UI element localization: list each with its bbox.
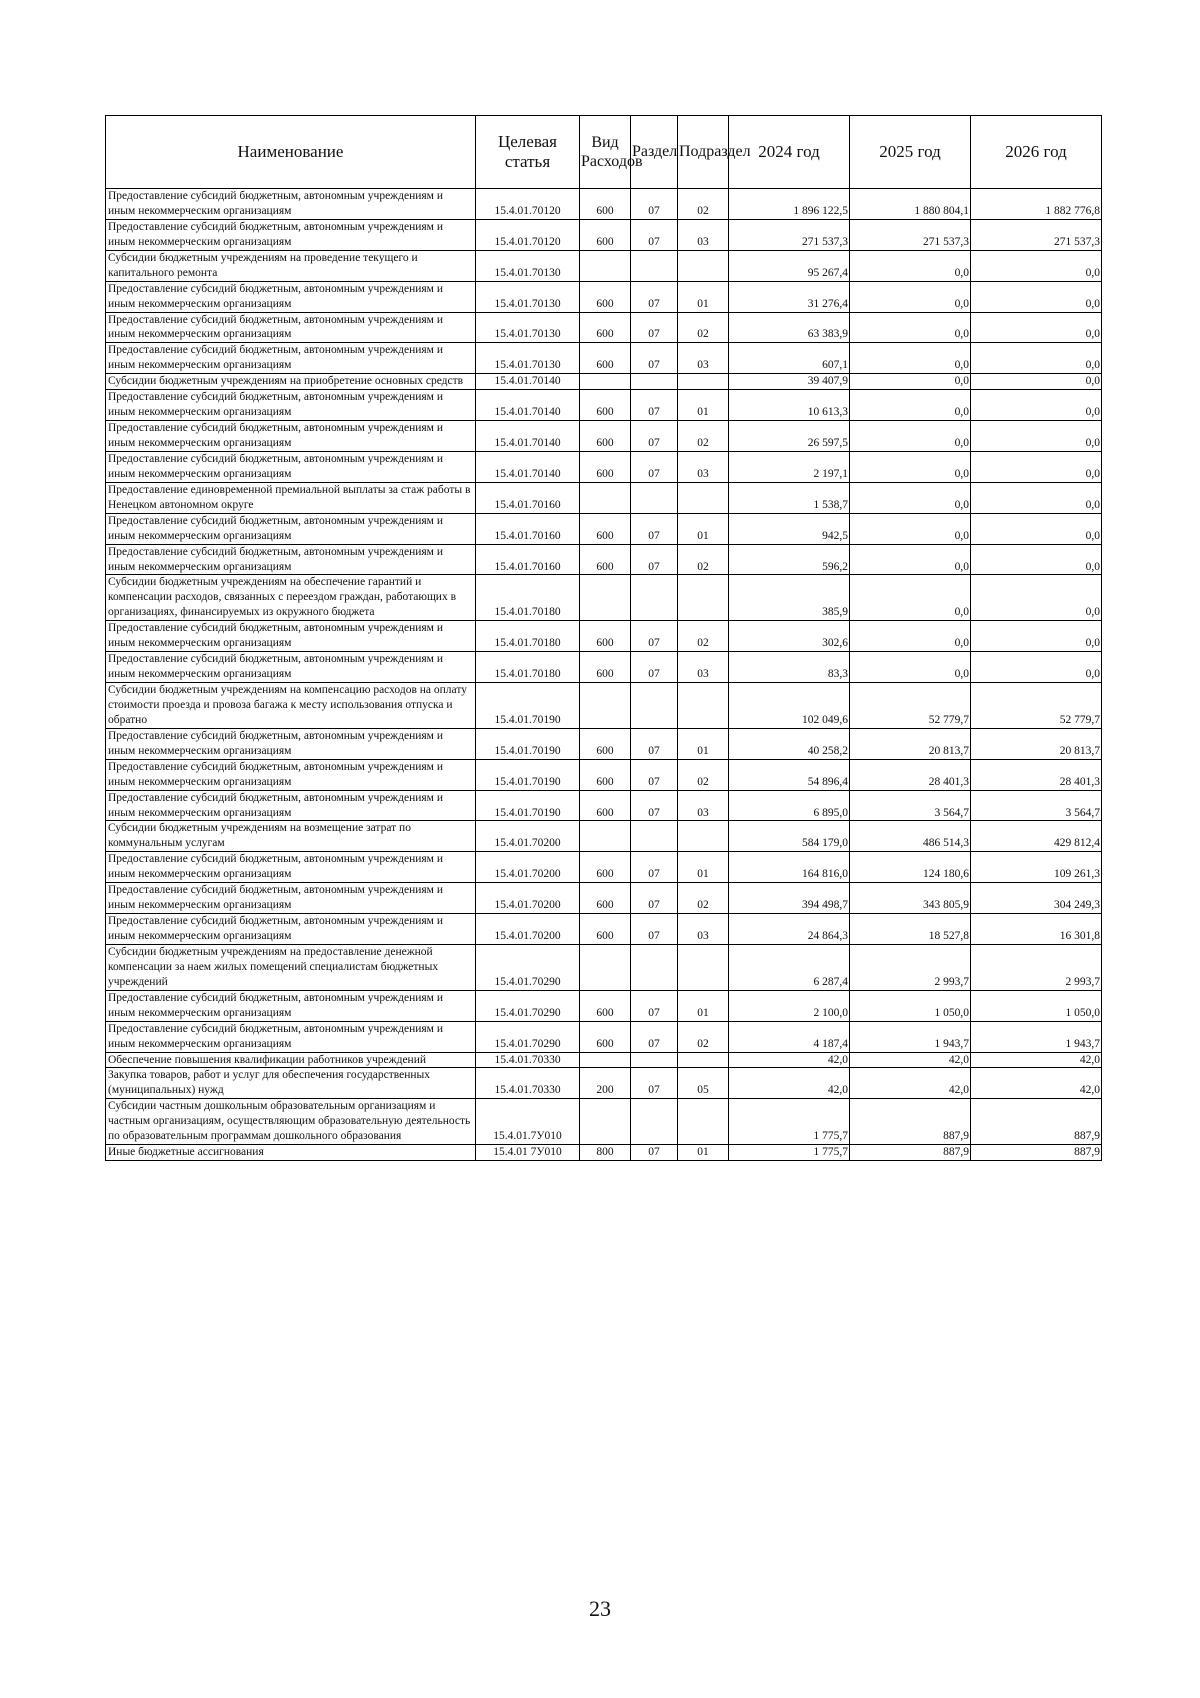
cell-expense-type: 600 (580, 728, 631, 759)
cell-name: Субсидии бюджетным учреждениям на предоставление денежной компенсации за наем жилых помещений специалистам бюджетных учреждений (106, 944, 476, 990)
cell-section: 07 (631, 790, 678, 821)
header-section: Раздел (631, 116, 678, 189)
cell-expense-type: 600 (580, 513, 631, 544)
cell-name: Предоставление субсидий бюджетным, автономным учреждениям и иным некоммерческим организациям (106, 312, 476, 343)
cell-2025: 0,0 (850, 343, 971, 374)
cell-2026: 16 301,8 (971, 914, 1102, 945)
cell-subsection: 03 (678, 343, 729, 374)
cell-expense-type (580, 1052, 631, 1068)
cell-name: Предоставление субсидий бюджетным, автономным учреждениям и иным некоммерческим организациям (106, 544, 476, 575)
cell-2025: 271 537,3 (850, 219, 971, 250)
budget-table (105, 115, 1102, 1161)
table-row (106, 914, 1102, 945)
table-row (106, 790, 1102, 821)
cell-2025: 0,0 (850, 652, 971, 683)
cell-2025: 18 527,8 (850, 914, 971, 945)
cell-expense-type: 600 (580, 852, 631, 883)
cell-expense-type (580, 250, 631, 281)
cell-subsection (678, 1099, 729, 1145)
cell-2026: 52 779,7 (971, 683, 1102, 729)
cell-article: 15.4.01.70180 (476, 621, 580, 652)
cell-article: 15.4.01.70140 (476, 390, 580, 421)
table-row (106, 1068, 1102, 1099)
cell-subsection: 03 (678, 790, 729, 821)
cell-2024: 83,3 (729, 652, 850, 683)
cell-section: 07 (631, 883, 678, 914)
cell-subsection: 01 (678, 728, 729, 759)
cell-subsection: 02 (678, 544, 729, 575)
cell-section: 07 (631, 281, 678, 312)
table-row (106, 821, 1102, 852)
cell-2024: 40 258,2 (729, 728, 850, 759)
cell-2025: 0,0 (850, 250, 971, 281)
cell-section: 07 (631, 728, 678, 759)
cell-2025: 1 050,0 (850, 990, 971, 1021)
table-row (106, 451, 1102, 482)
cell-name: Предоставление субсидий бюджетным, автономным учреждениям и иным некоммерческим организациям (106, 1021, 476, 1052)
cell-2024: 584 179,0 (729, 821, 850, 852)
cell-2026: 429 812,4 (971, 821, 1102, 852)
cell-expense-type: 600 (580, 189, 631, 220)
table-row (106, 219, 1102, 250)
cell-article: 15.4.01.70190 (476, 683, 580, 729)
table-row (106, 421, 1102, 452)
cell-article: 15.4.01.70180 (476, 652, 580, 683)
cell-expense-type (580, 821, 631, 852)
table-row (106, 728, 1102, 759)
cell-article: 15.4.01.70200 (476, 852, 580, 883)
cell-2024: 596,2 (729, 544, 850, 575)
cell-2026: 0,0 (971, 544, 1102, 575)
cell-article: 15.4.01.70140 (476, 451, 580, 482)
cell-section: 07 (631, 1068, 678, 1099)
cell-2024: 394 498,7 (729, 883, 850, 914)
cell-article: 15.4.01.70190 (476, 790, 580, 821)
cell-expense-type: 600 (580, 219, 631, 250)
cell-subsection (678, 1052, 729, 1068)
cell-name: Предоставление субсидий бюджетным, автономным учреждениям и иным некоммерческим организациям (106, 421, 476, 452)
cell-subsection: 02 (678, 621, 729, 652)
table-body (106, 189, 1102, 1161)
cell-2026: 0,0 (971, 575, 1102, 621)
cell-2024: 4 187,4 (729, 1021, 850, 1052)
cell-2026: 0,0 (971, 652, 1102, 683)
cell-section: 07 (631, 852, 678, 883)
cell-2025: 20 813,7 (850, 728, 971, 759)
cell-name: Предоставление субсидий бюджетным, автономным учреждениям и иным некоммерческим организациям (106, 652, 476, 683)
cell-2026: 0,0 (971, 621, 1102, 652)
cell-article: 15.4.01.70160 (476, 513, 580, 544)
cell-2026: 304 249,3 (971, 883, 1102, 914)
cell-expense-type: 200 (580, 1068, 631, 1099)
cell-section: 07 (631, 914, 678, 945)
table-row (106, 1052, 1102, 1068)
table-row (106, 189, 1102, 220)
cell-expense-type: 800 (580, 1145, 631, 1161)
cell-article: 15.4.01.70290 (476, 990, 580, 1021)
cell-2024: 2 100,0 (729, 990, 850, 1021)
cell-name: Субсидии частным дошкольным образовательным организациям и частным организациям, осуществляющим образовательную деятельность по образовательным программам дошкольного образования (106, 1099, 476, 1145)
cell-2026: 271 537,3 (971, 219, 1102, 250)
cell-2024: 385,9 (729, 575, 850, 621)
cell-name: Предоставление субсидий бюджетным, автономным учреждениям и иным некоммерческим организациям (106, 513, 476, 544)
cell-2024: 271 537,3 (729, 219, 850, 250)
cell-name: Закупка товаров, работ и услуг для обеспечения государственных (муниципальных) нужд (106, 1068, 476, 1099)
cell-article: 15.4.01.70130 (476, 250, 580, 281)
cell-subsection: 03 (678, 219, 729, 250)
cell-name: Предоставление субсидий бюджетным, автономным учреждениям и иным некоммерческим организациям (106, 390, 476, 421)
cell-2025: 124 180,6 (850, 852, 971, 883)
cell-article: 15.4.01.70180 (476, 575, 580, 621)
table-row (106, 683, 1102, 729)
header-2026: 2026 год (971, 116, 1102, 189)
cell-article: 15.4.01.7У010 (476, 1099, 580, 1145)
cell-subsection: 01 (678, 281, 729, 312)
cell-2024: 95 267,4 (729, 250, 850, 281)
cell-section (631, 821, 678, 852)
cell-2024: 39 407,9 (729, 374, 850, 390)
cell-subsection (678, 575, 729, 621)
table-row (106, 281, 1102, 312)
cell-section: 07 (631, 621, 678, 652)
cell-subsection (678, 482, 729, 513)
cell-name: Предоставление субсидий бюджетным, автономным учреждениям и иным некоммерческим организациям (106, 621, 476, 652)
table-row (106, 759, 1102, 790)
table-row (106, 390, 1102, 421)
cell-section (631, 1099, 678, 1145)
cell-expense-type: 600 (580, 312, 631, 343)
cell-2026: 0,0 (971, 374, 1102, 390)
cell-expense-type (580, 374, 631, 390)
cell-section: 07 (631, 421, 678, 452)
cell-section: 07 (631, 390, 678, 421)
table-row (106, 1099, 1102, 1145)
cell-2026: 0,0 (971, 343, 1102, 374)
cell-name: Субсидии бюджетным учреждениям на приобретение основных средств (106, 374, 476, 390)
cell-name: Субсидии бюджетным учреждениям на возмещение затрат по коммунальным услугам (106, 821, 476, 852)
cell-subsection: 01 (678, 990, 729, 1021)
cell-2025: 0,0 (850, 281, 971, 312)
cell-expense-type: 600 (580, 1021, 631, 1052)
cell-subsection: 01 (678, 1145, 729, 1161)
cell-expense-type: 600 (580, 281, 631, 312)
cell-subsection: 02 (678, 312, 729, 343)
cell-name: Предоставление субсидий бюджетным, автономным учреждениям и иным некоммерческим организациям (106, 852, 476, 883)
cell-2024: 31 276,4 (729, 281, 850, 312)
cell-subsection: 03 (678, 652, 729, 683)
cell-2024: 26 597,5 (729, 421, 850, 452)
cell-section (631, 575, 678, 621)
cell-2026: 1 050,0 (971, 990, 1102, 1021)
cell-2025: 42,0 (850, 1052, 971, 1068)
cell-2026: 3 564,7 (971, 790, 1102, 821)
cell-article: 15.4.01.70290 (476, 1021, 580, 1052)
cell-2025: 1 880 804,1 (850, 189, 971, 220)
cell-2025: 486 514,3 (850, 821, 971, 852)
table-row (106, 990, 1102, 1021)
cell-subsection: 02 (678, 189, 729, 220)
cell-expense-type: 600 (580, 390, 631, 421)
header-2024: 2024 год (729, 116, 850, 189)
cell-subsection: 02 (678, 759, 729, 790)
cell-2026: 0,0 (971, 390, 1102, 421)
cell-expense-type: 600 (580, 883, 631, 914)
cell-2025: 0,0 (850, 374, 971, 390)
table-row (106, 312, 1102, 343)
cell-subsection: 02 (678, 883, 729, 914)
cell-2026: 1 882 776,8 (971, 189, 1102, 220)
cell-2025: 0,0 (850, 421, 971, 452)
cell-section (631, 683, 678, 729)
table-row (106, 1145, 1102, 1161)
table-row (106, 513, 1102, 544)
cell-2026: 0,0 (971, 482, 1102, 513)
table-row (106, 944, 1102, 990)
cell-name: Предоставление субсидий бюджетным, автономным учреждениям и иным некоммерческим организациям (106, 219, 476, 250)
cell-subsection: 01 (678, 513, 729, 544)
cell-section: 07 (631, 990, 678, 1021)
cell-2024: 2 197,1 (729, 451, 850, 482)
cell-expense-type: 600 (580, 990, 631, 1021)
cell-2026: 109 261,3 (971, 852, 1102, 883)
cell-name: Предоставление субсидий бюджетным, автономным учреждениям и иным некоммерческим организациям (106, 883, 476, 914)
cell-subsection (678, 250, 729, 281)
cell-2025: 343 805,9 (850, 883, 971, 914)
cell-2024: 102 049,6 (729, 683, 850, 729)
cell-2026: 0,0 (971, 312, 1102, 343)
cell-2026: 0,0 (971, 421, 1102, 452)
cell-subsection (678, 944, 729, 990)
cell-2026: 28 401,3 (971, 759, 1102, 790)
cell-name: Предоставление субсидий бюджетным, автономным учреждениям и иным некоммерческим организациям (106, 759, 476, 790)
cell-2025: 0,0 (850, 621, 971, 652)
cell-name: Предоставление субсидий бюджетным, автономным учреждениям и иным некоммерческим организациям (106, 189, 476, 220)
cell-expense-type: 600 (580, 621, 631, 652)
cell-expense-type: 600 (580, 790, 631, 821)
cell-section: 07 (631, 759, 678, 790)
cell-expense-type (580, 944, 631, 990)
cell-section: 07 (631, 343, 678, 374)
cell-article: 15.4.01 7У010 (476, 1145, 580, 1161)
cell-article: 15.4.01.70290 (476, 944, 580, 990)
cell-name: Предоставление субсидий бюджетным, автономным учреждениям и иным некоммерческим организациям (106, 343, 476, 374)
cell-2025: 0,0 (850, 451, 971, 482)
cell-article: 15.4.01.70200 (476, 914, 580, 945)
table-row (106, 652, 1102, 683)
cell-section: 07 (631, 312, 678, 343)
cell-2026: 2 993,7 (971, 944, 1102, 990)
cell-subsection: 01 (678, 390, 729, 421)
cell-name: Предоставление субсидий бюджетным, автономным учреждениям и иным некоммерческим организациям (106, 451, 476, 482)
cell-2025: 28 401,3 (850, 759, 971, 790)
cell-expense-type: 600 (580, 343, 631, 374)
page-number: 23 (589, 1596, 611, 1621)
cell-name: Предоставление единовременной премиальной выплаты за стаж работы в Ненецком автономном округе (106, 482, 476, 513)
table-row (106, 852, 1102, 883)
cell-2026: 42,0 (971, 1052, 1102, 1068)
cell-expense-type: 600 (580, 544, 631, 575)
cell-2025: 1 943,7 (850, 1021, 971, 1052)
cell-subsection: 02 (678, 421, 729, 452)
cell-2024: 63 383,9 (729, 312, 850, 343)
cell-2026: 20 813,7 (971, 728, 1102, 759)
cell-subsection: 02 (678, 1021, 729, 1052)
table-row (106, 1021, 1102, 1052)
cell-expense-type (580, 683, 631, 729)
cell-expense-type (580, 575, 631, 621)
cell-2024: 164 816,0 (729, 852, 850, 883)
cell-article: 15.4.01.70130 (476, 343, 580, 374)
header-expense-type: Вид Расходов (580, 116, 631, 189)
cell-subsection: 03 (678, 914, 729, 945)
cell-section (631, 944, 678, 990)
cell-name: Предоставление субсидий бюджетным, автономным учреждениям и иным некоммерческим организациям (106, 790, 476, 821)
cell-2026: 1 943,7 (971, 1021, 1102, 1052)
cell-subsection: 03 (678, 451, 729, 482)
cell-article: 15.4.01.70200 (476, 883, 580, 914)
cell-2024: 607,1 (729, 343, 850, 374)
cell-name: Предоставление субсидий бюджетным, автономным учреждениям и иным некоммерческим организациям (106, 990, 476, 1021)
cell-subsection: 01 (678, 852, 729, 883)
cell-2026: 0,0 (971, 281, 1102, 312)
cell-2024: 54 896,4 (729, 759, 850, 790)
table-row (106, 374, 1102, 390)
cell-2024: 1 775,7 (729, 1145, 850, 1161)
cell-expense-type: 600 (580, 451, 631, 482)
cell-section (631, 374, 678, 390)
cell-2024: 10 613,3 (729, 390, 850, 421)
cell-section: 07 (631, 189, 678, 220)
cell-2024: 24 864,3 (729, 914, 850, 945)
cell-article: 15.4.01.70130 (476, 281, 580, 312)
cell-article: 15.4.01.70130 (476, 312, 580, 343)
cell-article: 15.4.01.70140 (476, 421, 580, 452)
cell-2025: 3 564,7 (850, 790, 971, 821)
table-row (106, 621, 1102, 652)
table-row (106, 482, 1102, 513)
cell-section (631, 1052, 678, 1068)
cell-2026: 0,0 (971, 250, 1102, 281)
cell-2024: 42,0 (729, 1052, 850, 1068)
header-subsection: Подраздел (678, 116, 729, 189)
table-row (106, 343, 1102, 374)
header-row (106, 116, 1102, 189)
cell-name: Предоставление субсидий бюджетным, автономным учреждениям и иным некоммерческим организациям (106, 281, 476, 312)
cell-section: 07 (631, 513, 678, 544)
cell-article: 15.4.01.70120 (476, 219, 580, 250)
cell-expense-type (580, 482, 631, 513)
cell-2024: 302,6 (729, 621, 850, 652)
cell-expense-type: 600 (580, 914, 631, 945)
cell-2025: 0,0 (850, 390, 971, 421)
cell-subsection (678, 683, 729, 729)
header-name: Наименование (106, 116, 476, 189)
cell-expense-type: 600 (580, 759, 631, 790)
cell-name: Обеспечение повышения квалификации работников учреждений (106, 1052, 476, 1068)
cell-article: 15.4.01.70330 (476, 1052, 580, 1068)
cell-2024: 42,0 (729, 1068, 850, 1099)
cell-article: 15.4.01.70160 (476, 544, 580, 575)
cell-name: Субсидии бюджетным учреждениям на проведение текущего и капитального ремонта (106, 250, 476, 281)
cell-section (631, 482, 678, 513)
cell-expense-type (580, 1099, 631, 1145)
header-2025: 2025 год (850, 116, 971, 189)
cell-section: 07 (631, 544, 678, 575)
cell-name: Иные бюджетные ассигнования (106, 1145, 476, 1161)
cell-name: Субсидии бюджетным учреждениям на компенсацию расходов на оплату стоимости проезда и провоза багажа к месту использования отпуска и обратно (106, 683, 476, 729)
cell-2025: 52 779,7 (850, 683, 971, 729)
cell-2026: 0,0 (971, 513, 1102, 544)
cell-2025: 42,0 (850, 1068, 971, 1099)
cell-section: 07 (631, 1021, 678, 1052)
cell-subsection (678, 374, 729, 390)
cell-2025: 887,9 (850, 1099, 971, 1145)
cell-2024: 6 287,4 (729, 944, 850, 990)
cell-2026: 0,0 (971, 451, 1102, 482)
table-row (106, 575, 1102, 621)
cell-2024: 1 775,7 (729, 1099, 850, 1145)
cell-2024: 1 896 122,5 (729, 189, 850, 220)
cell-2026: 887,9 (971, 1145, 1102, 1161)
cell-expense-type: 600 (580, 421, 631, 452)
cell-2024: 6 895,0 (729, 790, 850, 821)
cell-article: 15.4.01.70190 (476, 759, 580, 790)
table-row (106, 883, 1102, 914)
cell-2025: 0,0 (850, 312, 971, 343)
cell-2026: 42,0 (971, 1068, 1102, 1099)
cell-section: 07 (631, 451, 678, 482)
cell-2025: 0,0 (850, 575, 971, 621)
table-row (106, 250, 1102, 281)
cell-2025: 887,9 (850, 1145, 971, 1161)
cell-article: 15.4.01.70200 (476, 821, 580, 852)
cell-2025: 0,0 (850, 513, 971, 544)
cell-2024: 942,5 (729, 513, 850, 544)
cell-2025: 2 993,7 (850, 944, 971, 990)
cell-subsection (678, 821, 729, 852)
cell-expense-type: 600 (580, 652, 631, 683)
cell-article: 15.4.01.70330 (476, 1068, 580, 1099)
cell-2026: 887,9 (971, 1099, 1102, 1145)
cell-2024: 1 538,7 (729, 482, 850, 513)
header-article: Целевая статья (476, 116, 580, 189)
table-row (106, 544, 1102, 575)
cell-article: 15.4.01.70160 (476, 482, 580, 513)
cell-2025: 0,0 (850, 482, 971, 513)
cell-name: Субсидии бюджетным учреждениям на обеспечение гарантий и компенсации расходов, связанных с переездом граждан, работающих в организациях, финансируемых из окружного бюджета (106, 575, 476, 621)
cell-section (631, 250, 678, 281)
cell-2025: 0,0 (850, 544, 971, 575)
cell-article: 15.4.01.70140 (476, 374, 580, 390)
cell-name: Предоставление субсидий бюджетным, автономным учреждениям и иным некоммерческим организациям (106, 914, 476, 945)
cell-article: 15.4.01.70190 (476, 728, 580, 759)
cell-section: 07 (631, 219, 678, 250)
cell-article: 15.4.01.70120 (476, 189, 580, 220)
cell-section: 07 (631, 652, 678, 683)
cell-subsection: 05 (678, 1068, 729, 1099)
cell-name: Предоставление субсидий бюджетным, автономным учреждениям и иным некоммерческим организациям (106, 728, 476, 759)
cell-section: 07 (631, 1145, 678, 1161)
